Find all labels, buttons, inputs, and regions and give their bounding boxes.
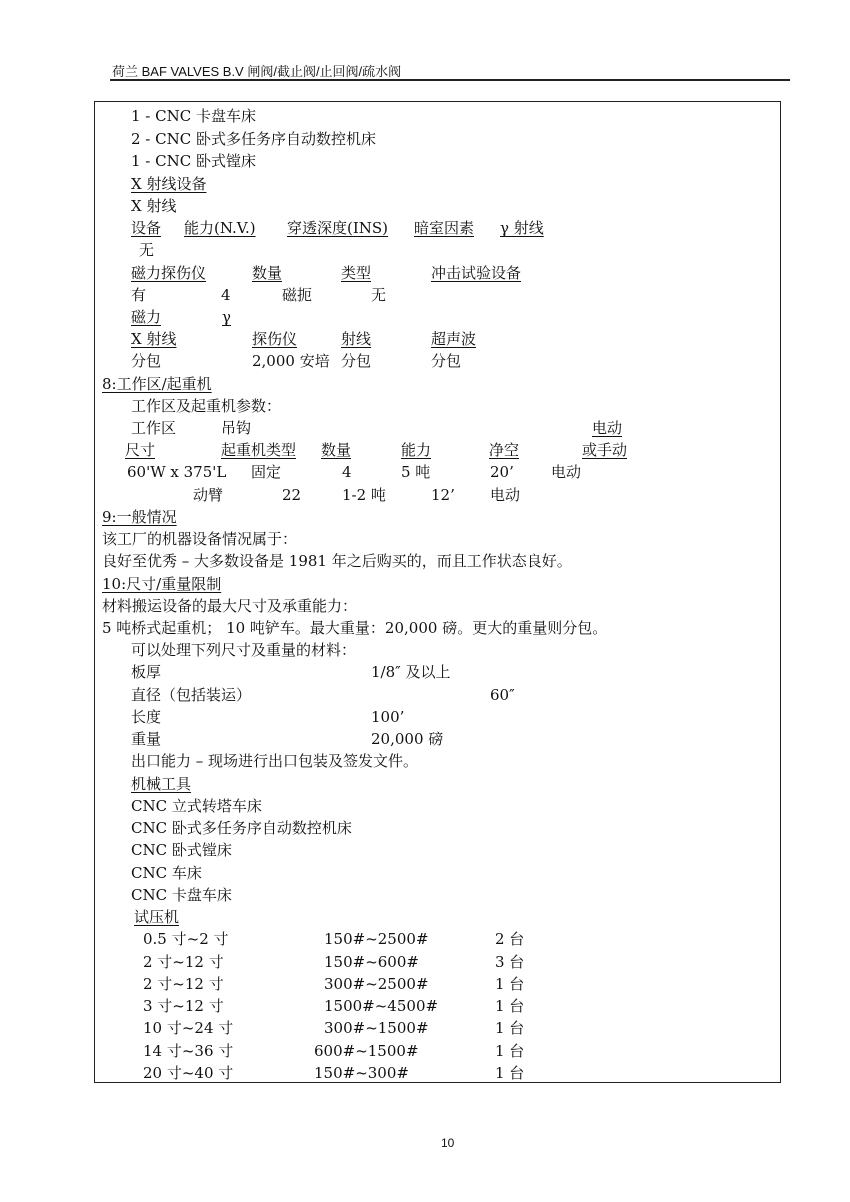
spec-value: 100’ (371, 708, 405, 726)
s8-h1: 工作区 (131, 419, 177, 437)
xray-col: 能力(N.V.) (184, 219, 256, 237)
xray-none: 无 (139, 241, 155, 259)
s10-line: 5 吨桥式起重机； 10 吨铲车。最大重量：20,000 磅。更大的重量则分包。 (102, 619, 608, 637)
mag-col: 磁力探伤仪 (131, 264, 207, 282)
press-size: 20 寸~40 寸 (143, 1064, 234, 1082)
xray2-col: 探伤仪 (252, 330, 298, 348)
mag-col: 冲击试验设备 (431, 264, 522, 282)
tool-item: CNC 卧式多任务序自动数控机床 (131, 819, 352, 837)
xray2-col: 超声波 (431, 330, 477, 348)
mag-col: 数量 (252, 264, 283, 282)
xray-heading: X 射线设备 (131, 175, 207, 193)
s8-h2: 能力 (401, 441, 432, 459)
press-count: 2 台 (495, 930, 525, 948)
xray-sub: X 射线 (131, 197, 177, 215)
press-size: 10 寸~24 寸 (143, 1019, 234, 1037)
press-rating: 150#~2500# (324, 930, 429, 948)
xray2-val: 2,000 安培 (252, 352, 330, 370)
press-size: 14 寸~36 寸 (143, 1042, 234, 1060)
press-rating: 1500#~4500# (324, 997, 439, 1015)
s8-h2: 净空 (489, 441, 520, 459)
press-count: 1 台 (495, 997, 525, 1015)
s9-line: 该工厂的机器设备情况属于： (102, 530, 298, 548)
xray-col: 穿透深度(INS) (287, 219, 389, 237)
s8-h1: 吊钩 (221, 419, 252, 437)
section-heading: 8:工作区/起重机 (102, 375, 212, 393)
press-count: 1 台 (495, 975, 525, 993)
spec-key: 板厚 (131, 663, 162, 681)
press-count: 1 台 (495, 1042, 525, 1060)
tool-item: CNC 立式转塔车床 (131, 797, 262, 815)
mag-val: 无 (371, 286, 387, 304)
mag-val: 有 (131, 286, 147, 304)
s8-intro: 工作区及起重机参数： (131, 397, 282, 415)
press-rating: 600#~1500# (314, 1042, 419, 1060)
s8-h2: 数量 (321, 441, 352, 459)
page-header: 荷兰 BAF VALVES B.V 闸阀/截止阀/止回阀/疏水阀 (112, 64, 402, 79)
s9-line: 良好至优秀 – 大多数设备是 1981 年之后购买的，而且工作状态良好。 (102, 552, 572, 570)
press-count: 3 台 (495, 953, 525, 971)
xray2-col: 射线 (341, 330, 372, 348)
press-rating: 300#~2500# (324, 975, 429, 993)
export-line: 出口能力 – 现场进行出口包装及签发文件。 (131, 752, 419, 770)
xray-col: 暗室因素 (414, 219, 475, 237)
s8-r2: 电动 (490, 486, 521, 504)
mag-val: 4 (221, 286, 231, 304)
xray2-val: 分包 (341, 352, 372, 370)
machine-line: 2 - CNC 卧式多任务序自动数控机床 (131, 130, 376, 148)
s8-r1: 固定 (251, 463, 282, 481)
press-count: 1 台 (495, 1019, 525, 1037)
s8-r2: 动臂 (193, 486, 224, 504)
xray-col: γ 射线 (500, 219, 544, 237)
press-rating: 150#~600# (324, 953, 419, 971)
spec-key: 长度 (131, 708, 162, 726)
spec-value: 1/8″ 及以上 (371, 663, 451, 681)
s8-r1: 20’ (490, 463, 514, 481)
mag2-a: 磁力 (131, 308, 162, 326)
spec-key: 直径（包括装运） (131, 686, 252, 704)
page-number: 10 (441, 1136, 455, 1150)
s8-r1: 电动 (551, 463, 582, 481)
mag2-b: γ (222, 308, 231, 326)
s10-line: 可以处理下列尺寸及重量的材料： (131, 641, 357, 659)
header-rule (110, 79, 790, 81)
s8-r1: 4 (342, 463, 352, 481)
spec-value: 60″ (490, 686, 515, 704)
s8-r1: 5 吨 (401, 463, 431, 481)
press-size: 2 寸~12 寸 (143, 953, 224, 971)
press-size: 0.5 寸~2 寸 (143, 930, 229, 948)
press-rating: 300#~1500# (324, 1019, 429, 1037)
press-size: 2 寸~12 寸 (143, 975, 224, 993)
press-heading: 试压机 (134, 908, 180, 926)
tools-heading: 机械工具 (131, 775, 192, 793)
xray2-val: 分包 (431, 352, 462, 370)
machine-line: 1 - CNC 卡盘车床 (131, 107, 256, 125)
mag-col: 类型 (341, 264, 372, 282)
xray2-val: 分包 (131, 352, 162, 370)
xray-col: 设备 (131, 219, 162, 237)
s8-h1: 电动 (592, 419, 623, 437)
s10-line: 材料搬运设备的最大尺寸及承重能力： (102, 597, 358, 615)
xray2-col: X 射线 (131, 330, 177, 348)
press-size: 3 寸~12 寸 (143, 997, 224, 1015)
spec-key: 重量 (131, 730, 162, 748)
section-heading: 10:尺寸/重量限制 (102, 575, 222, 593)
s8-r2: 22 (282, 486, 302, 504)
tool-item: CNC 卧式镗床 (131, 841, 232, 859)
section-heading: 9:一般情况 (102, 508, 177, 526)
spec-value: 20,000 磅 (371, 730, 444, 748)
mag-val: 磁扼 (282, 286, 313, 304)
s8-r2: 1-2 吨 (342, 486, 386, 504)
s8-r1: 60'W x 375'L (127, 463, 227, 481)
s8-h2: 尺寸 (125, 441, 156, 459)
press-rating: 150#~300# (314, 1064, 409, 1082)
press-count: 1 台 (495, 1064, 525, 1082)
tool-item: CNC 卡盘车床 (131, 886, 232, 904)
s8-h2: 起重机类型 (221, 441, 297, 459)
s8-r2: 12’ (431, 486, 455, 504)
machine-line: 1 - CNC 卧式镗床 (131, 152, 256, 170)
tool-item: CNC 车床 (131, 864, 202, 882)
s8-h2: 或手动 (582, 441, 628, 459)
